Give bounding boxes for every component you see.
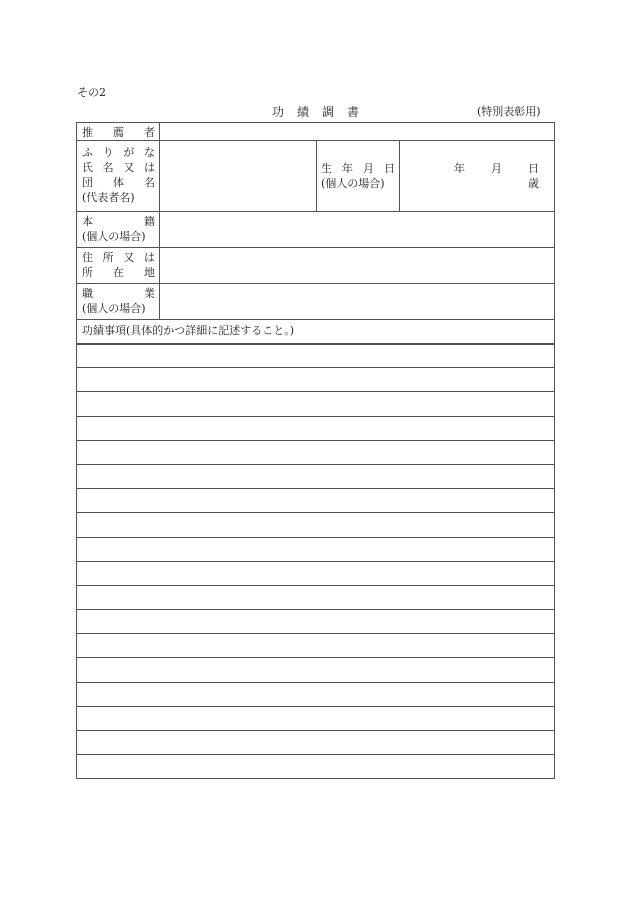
achievement-form: [76, 122, 555, 779]
achievement-writing-line[interactable]: [76, 489, 555, 513]
achievement-writing-line[interactable]: [76, 634, 555, 658]
page-label: その2: [77, 86, 106, 99]
achievement-writing-line[interactable]: [76, 368, 555, 392]
achievement-writing-line[interactable]: [76, 562, 555, 586]
achievement-writing-line[interactable]: [76, 417, 555, 441]
achievement-writing-line[interactable]: [76, 755, 555, 779]
achievement-writing-line[interactable]: [76, 538, 555, 562]
achievement-writing-line[interactable]: [76, 392, 555, 416]
achievement-writing-line[interactable]: [76, 586, 555, 610]
document-type: (特別表彰用): [477, 105, 541, 118]
domicile-row: [76, 212, 555, 248]
achievement-writing-line[interactable]: [76, 465, 555, 489]
achievement-writing-line[interactable]: [76, 707, 555, 731]
name-label: ふ り が な 氏 名 又 は 団 体 名 (代表者名): [77, 141, 160, 211]
title-char: 功: [272, 105, 285, 119]
occupation-row: [76, 284, 555, 320]
achievement-writing-line[interactable]: [76, 441, 555, 465]
domicile-label: 本 籍 (個人の場合): [77, 212, 160, 247]
achievement-writing-line[interactable]: [76, 658, 555, 682]
age-unit: 歳: [528, 177, 539, 190]
recommender-row: [76, 122, 555, 141]
achievements-header-row: [76, 320, 555, 344]
name-row: [76, 141, 555, 212]
title-char: 績: [297, 105, 310, 119]
address-label: 住 所 又 は 所 在 地: [77, 248, 160, 283]
achievement-writing-line[interactable]: [76, 610, 555, 634]
achievement-writing-line[interactable]: [76, 344, 555, 368]
recommender-label: 推 薦 者: [77, 123, 160, 140]
achievement-writing-line[interactable]: [76, 513, 555, 537]
birth-date-value: 年 月 日 歳: [400, 141, 554, 211]
title-char: 書: [347, 105, 360, 119]
occupation-label: 職 業 (個人の場合): [77, 284, 160, 319]
achievements-heading: 功績事項(具体的かつ詳細に記述すること。): [82, 324, 295, 337]
title-char: 調: [322, 105, 335, 119]
address-row: [76, 248, 555, 284]
birth-date-label: 生 年 月 日 (個人の場合): [316, 141, 400, 211]
achievement-writing-line[interactable]: [76, 683, 555, 707]
achievement-writing-line[interactable]: [76, 731, 555, 755]
achievements-lines: [76, 344, 555, 779]
document-title: [272, 103, 372, 120]
